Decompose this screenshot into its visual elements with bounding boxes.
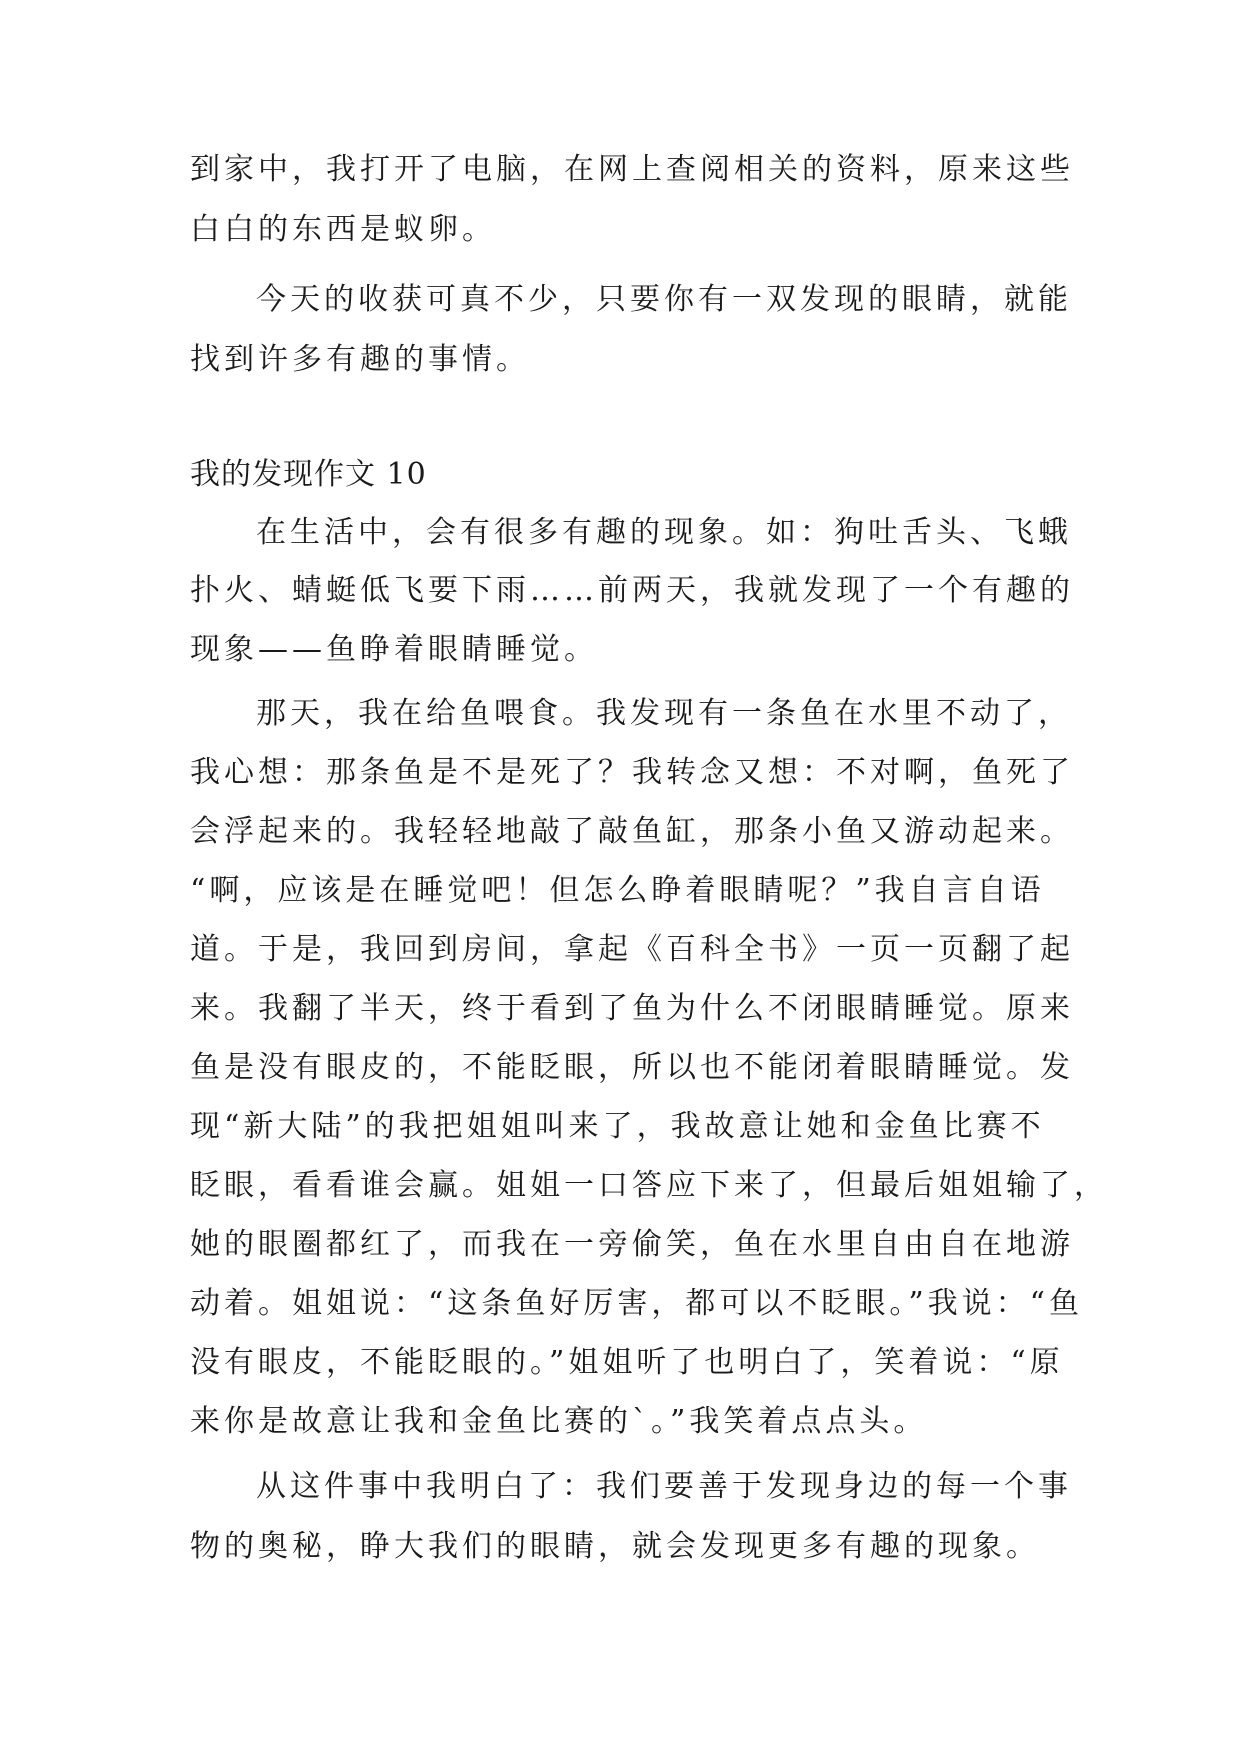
text-line: 我心想：那条鱼是不是死了？我转念又想：不对啊，鱼死了 — [190, 755, 1074, 790]
paragraph-line: 今天的收获可真不少，只要你有一双发现的眼睛，就能 — [256, 282, 1072, 317]
text-line: 鱼是没有眼皮的，不能眨眼，所以也不能闭着眼睛睡觉。发 — [190, 1050, 1074, 1085]
text-line: 来。我翻了半天，终于看到了鱼为什么不闭眼睛睡觉。原来 — [190, 991, 1074, 1026]
text-line: 现“新大陆”的我把姐姐叫来了，我故意让她和金鱼比赛不 — [190, 1109, 1045, 1144]
text-line: 找到许多有趣的事情。 — [190, 342, 530, 377]
text-line: 物的奥秘，睁大我们的眼睛，就会发现更多有趣的现象。 — [190, 1529, 1040, 1564]
text-line: 会浮起来的。我轻轻地敲了敲鱼缸，那条小鱼又游动起来。 — [190, 814, 1074, 849]
text-line: 扑火、蜻蜓低飞要下雨……前两天，我就发现了一个有趣的 — [190, 573, 1074, 608]
section-heading: 我的发现作文 10 — [190, 457, 427, 492]
text-line: 白白的东西是蚁卵。 — [190, 212, 496, 247]
text-line: 到家中，我打开了电脑，在网上查阅相关的资料，原来这些 — [190, 152, 1074, 187]
text-line: 现象——鱼睁着眼睛睡觉。 — [190, 632, 598, 667]
text-line: 她的眼圈都红了，而我在一旁偷笑，鱼在水里自由自在地游 — [190, 1227, 1074, 1262]
text-line: 来你是故意让我和金鱼比赛的`。”我笑着点点头。 — [190, 1404, 928, 1439]
paragraph-line: 那天，我在给鱼喂食。我发现有一条鱼在水里不动了， — [256, 696, 1072, 731]
text-line: 道。于是，我回到房间，拿起《百科全书》一页一页翻了起 — [190, 932, 1074, 967]
text-line: 动着。姐姐说：“这条鱼好厉害，都可以不眨眼。”我说：“鱼 — [190, 1286, 1084, 1321]
paragraph-line: 从这件事中我明白了：我们要善于发现身边的每一个事 — [256, 1469, 1072, 1504]
text-line: 眨眼，看看谁会赢。姐姐一口答应下来了，但最后姐姐输了， — [190, 1168, 1108, 1203]
paragraph-line: 在生活中，会有很多有趣的现象。如：狗吐舌头、飞蛾 — [256, 515, 1072, 550]
text-line: 没有眼皮，不能眨眼的。”姐姐听了也明白了，笑着说：“原 — [190, 1345, 1064, 1380]
text-line: “啊，应该是在睡觉吧！但怎么睁着眼睛呢？”我自言自语 — [190, 873, 1045, 908]
